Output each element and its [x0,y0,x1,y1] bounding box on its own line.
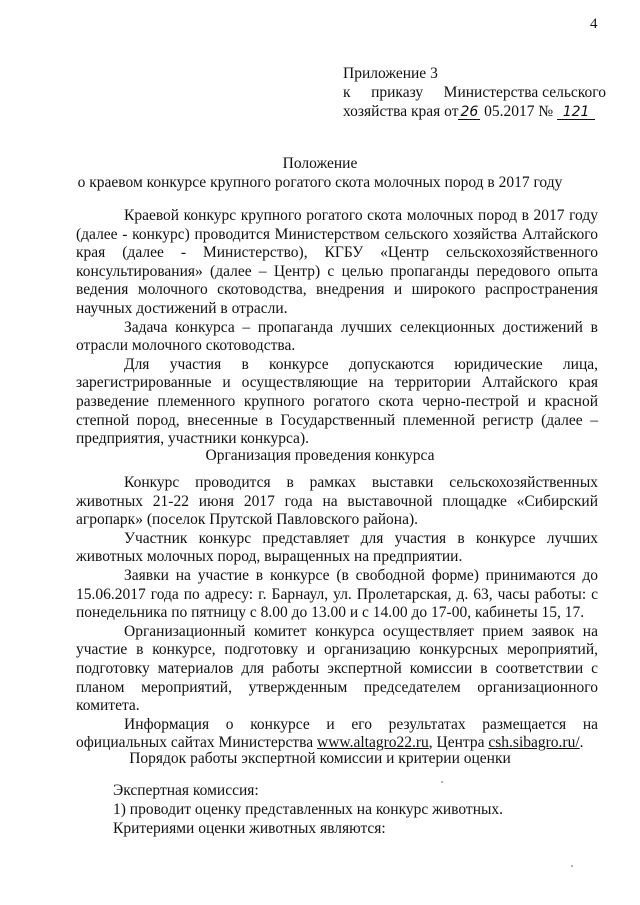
organization-paragraph-4: Организационный комитет конкурса осуществляет прием заявок на участие в конкурсе, подготовку и организацию конкурсных мероприятий, подготовку материалов для работы экспертной комиссии в соответствии с планом мероприятий, утвержденным председателем организационного комитета. [76,622,598,715]
organization-paragraph-2: Участник конкурс представляет для участия в конкурсе лучших животных молочных пород, выращенных на предприятии. [76,529,598,566]
center-website-link[interactable]: csh.sibagro.ru/ [488,734,580,752]
appendix-line2-left: к [343,84,351,101]
document-title: Положение [282,155,358,172]
intro-paragraph-2: Задача конкурса – пропаганда лучших селекционных достижений в отрасли молочного скотоводства. [76,318,598,355]
scan-speck [441,781,443,783]
intro-paragraph-3: Для участия в конкурсе допускаются юридические лица, зарегистрированные и осуществляющие на территории Алтайского края разведение племенного крупного рогатого скота черно-пестрой и красной степной пород, внесенные в Государственный племенной регистр (далее – предприятия, участники конкурса). [76,355,598,448]
document-subtitle: о краевом конкурсе крупного рогатого скота молочных пород в 2017 году [77,174,563,191]
expert-commission-section [113,781,593,838]
handwritten-order-number: 121 [557,105,595,120]
section-heading-organization: Организация проведения конкурса [205,447,435,464]
appendix-date-rest: 05.2017 № [484,103,554,120]
appendix-line3-prefix: хозяйства края от [343,103,459,120]
handwritten-date-day: 26 [460,104,479,120]
section-heading-expert-commission: Порядок работы экспертной комиссии и критерии оценки [129,750,511,767]
intro-paragraph-1: Краевой конкурс крупного рогатого скота молочных пород в 2017 году (далее - конкурс) проводится Министерством сельского хозяйства Алтайского края (далее - Министерство), КГБУ «Центр сельскохозяйственного консультирования» (далее – Центр) с целью пропаганды передового опыта ведения молочного скотоводства, внедрения и широкого распространения научных достижений в отрасли. [76,207,598,317]
appendix-block [343,64,606,121]
organization-paragraph-5 [76,716,598,753]
ministry-website-link[interactable]: www.altagro22.ru [317,734,429,752]
organization-paragraph-3: Заявки на участие в конкурсе (в свободной форме) принимаются до 15.06.2017 года по адресу: г. Барнаул, ул. Пролетарская, д. 63, часы работы: с понедельника по пятницу с 8.00 до 13.00 и с 14.00 до 17-00, кабинеты 15, 17. [76,566,598,622]
organization-section [76,474,598,753]
appendix-line2-mid: приказу [371,84,424,101]
appendix-line1: Приложение 3 [343,65,438,82]
expert-line-3: Критериями оценки животных являются: [113,820,386,837]
appendix-line3 [343,102,606,121]
appendix-line2 [343,83,606,102]
appendix-line2-right: Министерства сельского [443,84,606,101]
organization-paragraph-1: Конкурс проводится в рамках выставки сельскохозяйственных животных 21-22 июня 2017 года на выставочной площадке «Сибирский агропарк» (поселок Прутской Павловского района). [76,474,598,529]
info-text-mid: , Центра [428,734,489,752]
expert-line-1: Экспертная комиссия: [113,782,259,799]
info-text-prefix: Информация о конкурсе и его результатах размещается на официальных сайтах Министерства [76,715,598,752]
scan-speck [571,865,573,867]
expert-line-2: 1) проводит оценку представленных на конкурс животных. [113,801,504,818]
intro-section [76,207,598,449]
page-number: 4 [590,16,598,32]
info-text-suffix: . [579,734,584,752]
